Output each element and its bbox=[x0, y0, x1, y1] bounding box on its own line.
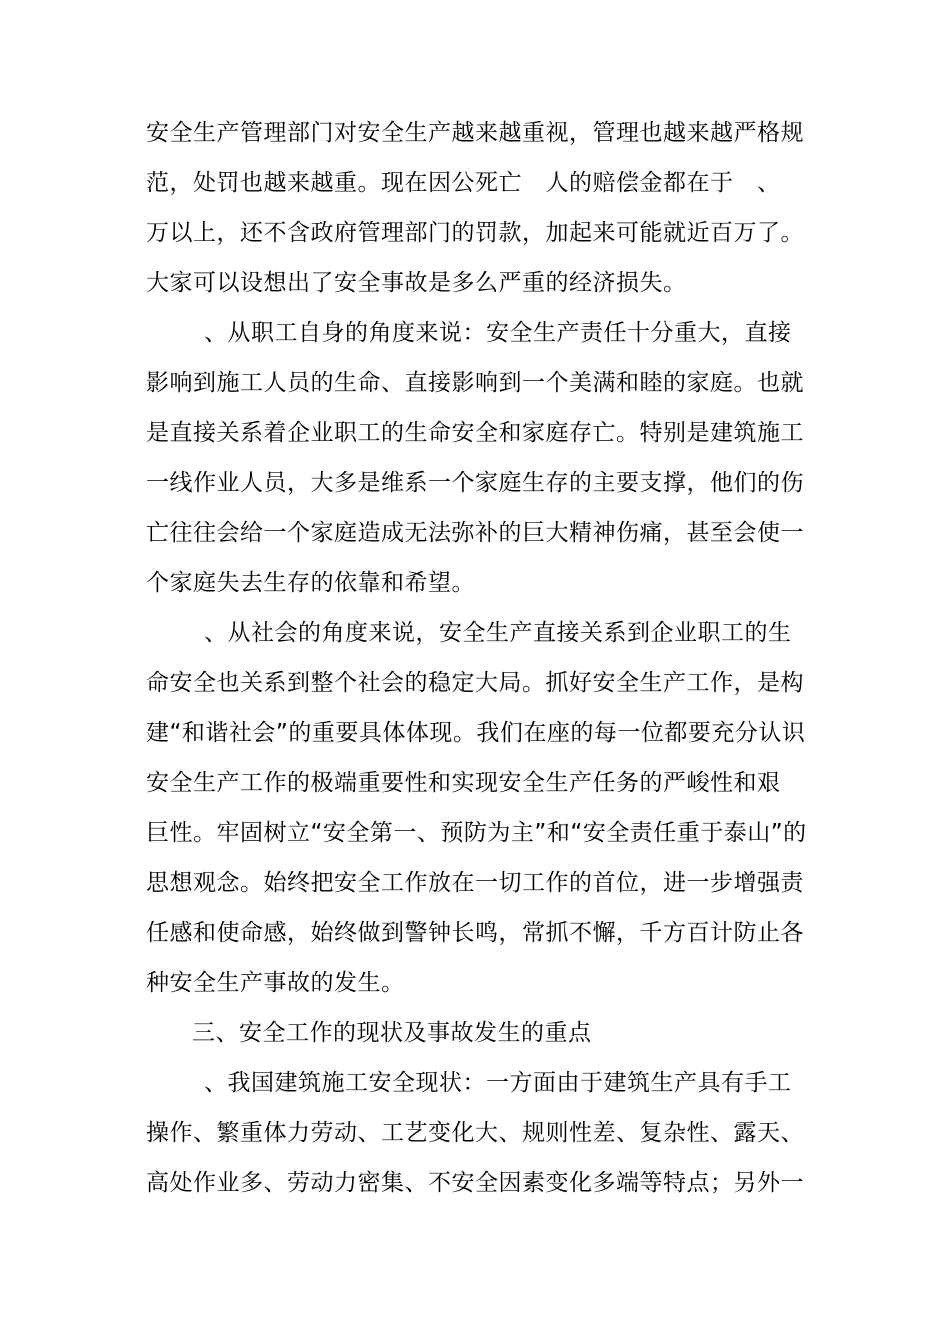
section-heading: 三、安全工作的现状及事故发生的重点 bbox=[192, 1020, 592, 1046]
text-line: 命安全也关系到整个社会的稳定大局。抓好安全生产工作，是构 bbox=[146, 670, 804, 696]
text-line: 影响到施工人员的生命、直接影响到一个美满和睦的家庭。也就 bbox=[146, 370, 804, 396]
text-line: 范，处罚也越来越重。现在因公死亡 人的赔偿金都在于 、 bbox=[146, 170, 781, 196]
text-line: 、从职工自身的角度来说：安全生产责任十分重大，直接 bbox=[204, 320, 792, 346]
text-line: 、从社会的角度来说，安全生产直接关系到企业职工的生 bbox=[204, 620, 792, 646]
text-line: 亡往往会给一个家庭造成无法弥补的巨大精神伤痛，甚至会使一 bbox=[146, 520, 804, 546]
text-line: 巨性。牢固树立“安全第一、预防为主”和“安全责任重于泰山”的 bbox=[146, 820, 807, 846]
text-line: 安全生产管理部门对安全生产越来越重视，管理也越来越严格规 bbox=[146, 120, 804, 146]
text-line: 安全生产工作的极端重要性和实现安全生产任务的严峻性和艰 bbox=[146, 770, 781, 796]
text-line: 万以上，还不含政府管理部门的罚款，加起来可能就近百万了。 bbox=[146, 220, 804, 246]
text-line: 高处作业多、劳动力密集、不安全因素变化多端等特点；另外一 bbox=[146, 1170, 804, 1196]
text-line: 种安全生产事故的发生。 bbox=[146, 970, 405, 996]
text-line: 是直接关系着企业职工的生命安全和家庭存亡。特别是建筑施工 bbox=[146, 420, 804, 446]
text-line: 、我国建筑施工安全现状：一方面由于建筑生产具有手工 bbox=[204, 1070, 792, 1096]
text-line: 操作、繁重体力劳动、工艺变化大、规则性差、复杂性、露天、 bbox=[146, 1120, 804, 1146]
text-line: 大家可以设想出了安全事故是多么严重的经济损失。 bbox=[146, 270, 687, 296]
text-line: 建“和谐社会”的重要具体体现。我们在座的每一位都要充分认识 bbox=[146, 720, 806, 746]
text-line: 思想观念。始终把安全工作放在一切工作的首位，进一步增强责 bbox=[146, 870, 804, 896]
text-line: 任感和使命感，始终做到警钟长鸣，常抓不懈，千方百计防止各 bbox=[146, 920, 804, 946]
text-line: 个家庭失去生存的依靠和希望。 bbox=[146, 570, 475, 596]
text-line: 一线作业人员，大多是维系一个家庭生存的主要支撑，他们的伤 bbox=[146, 470, 804, 496]
